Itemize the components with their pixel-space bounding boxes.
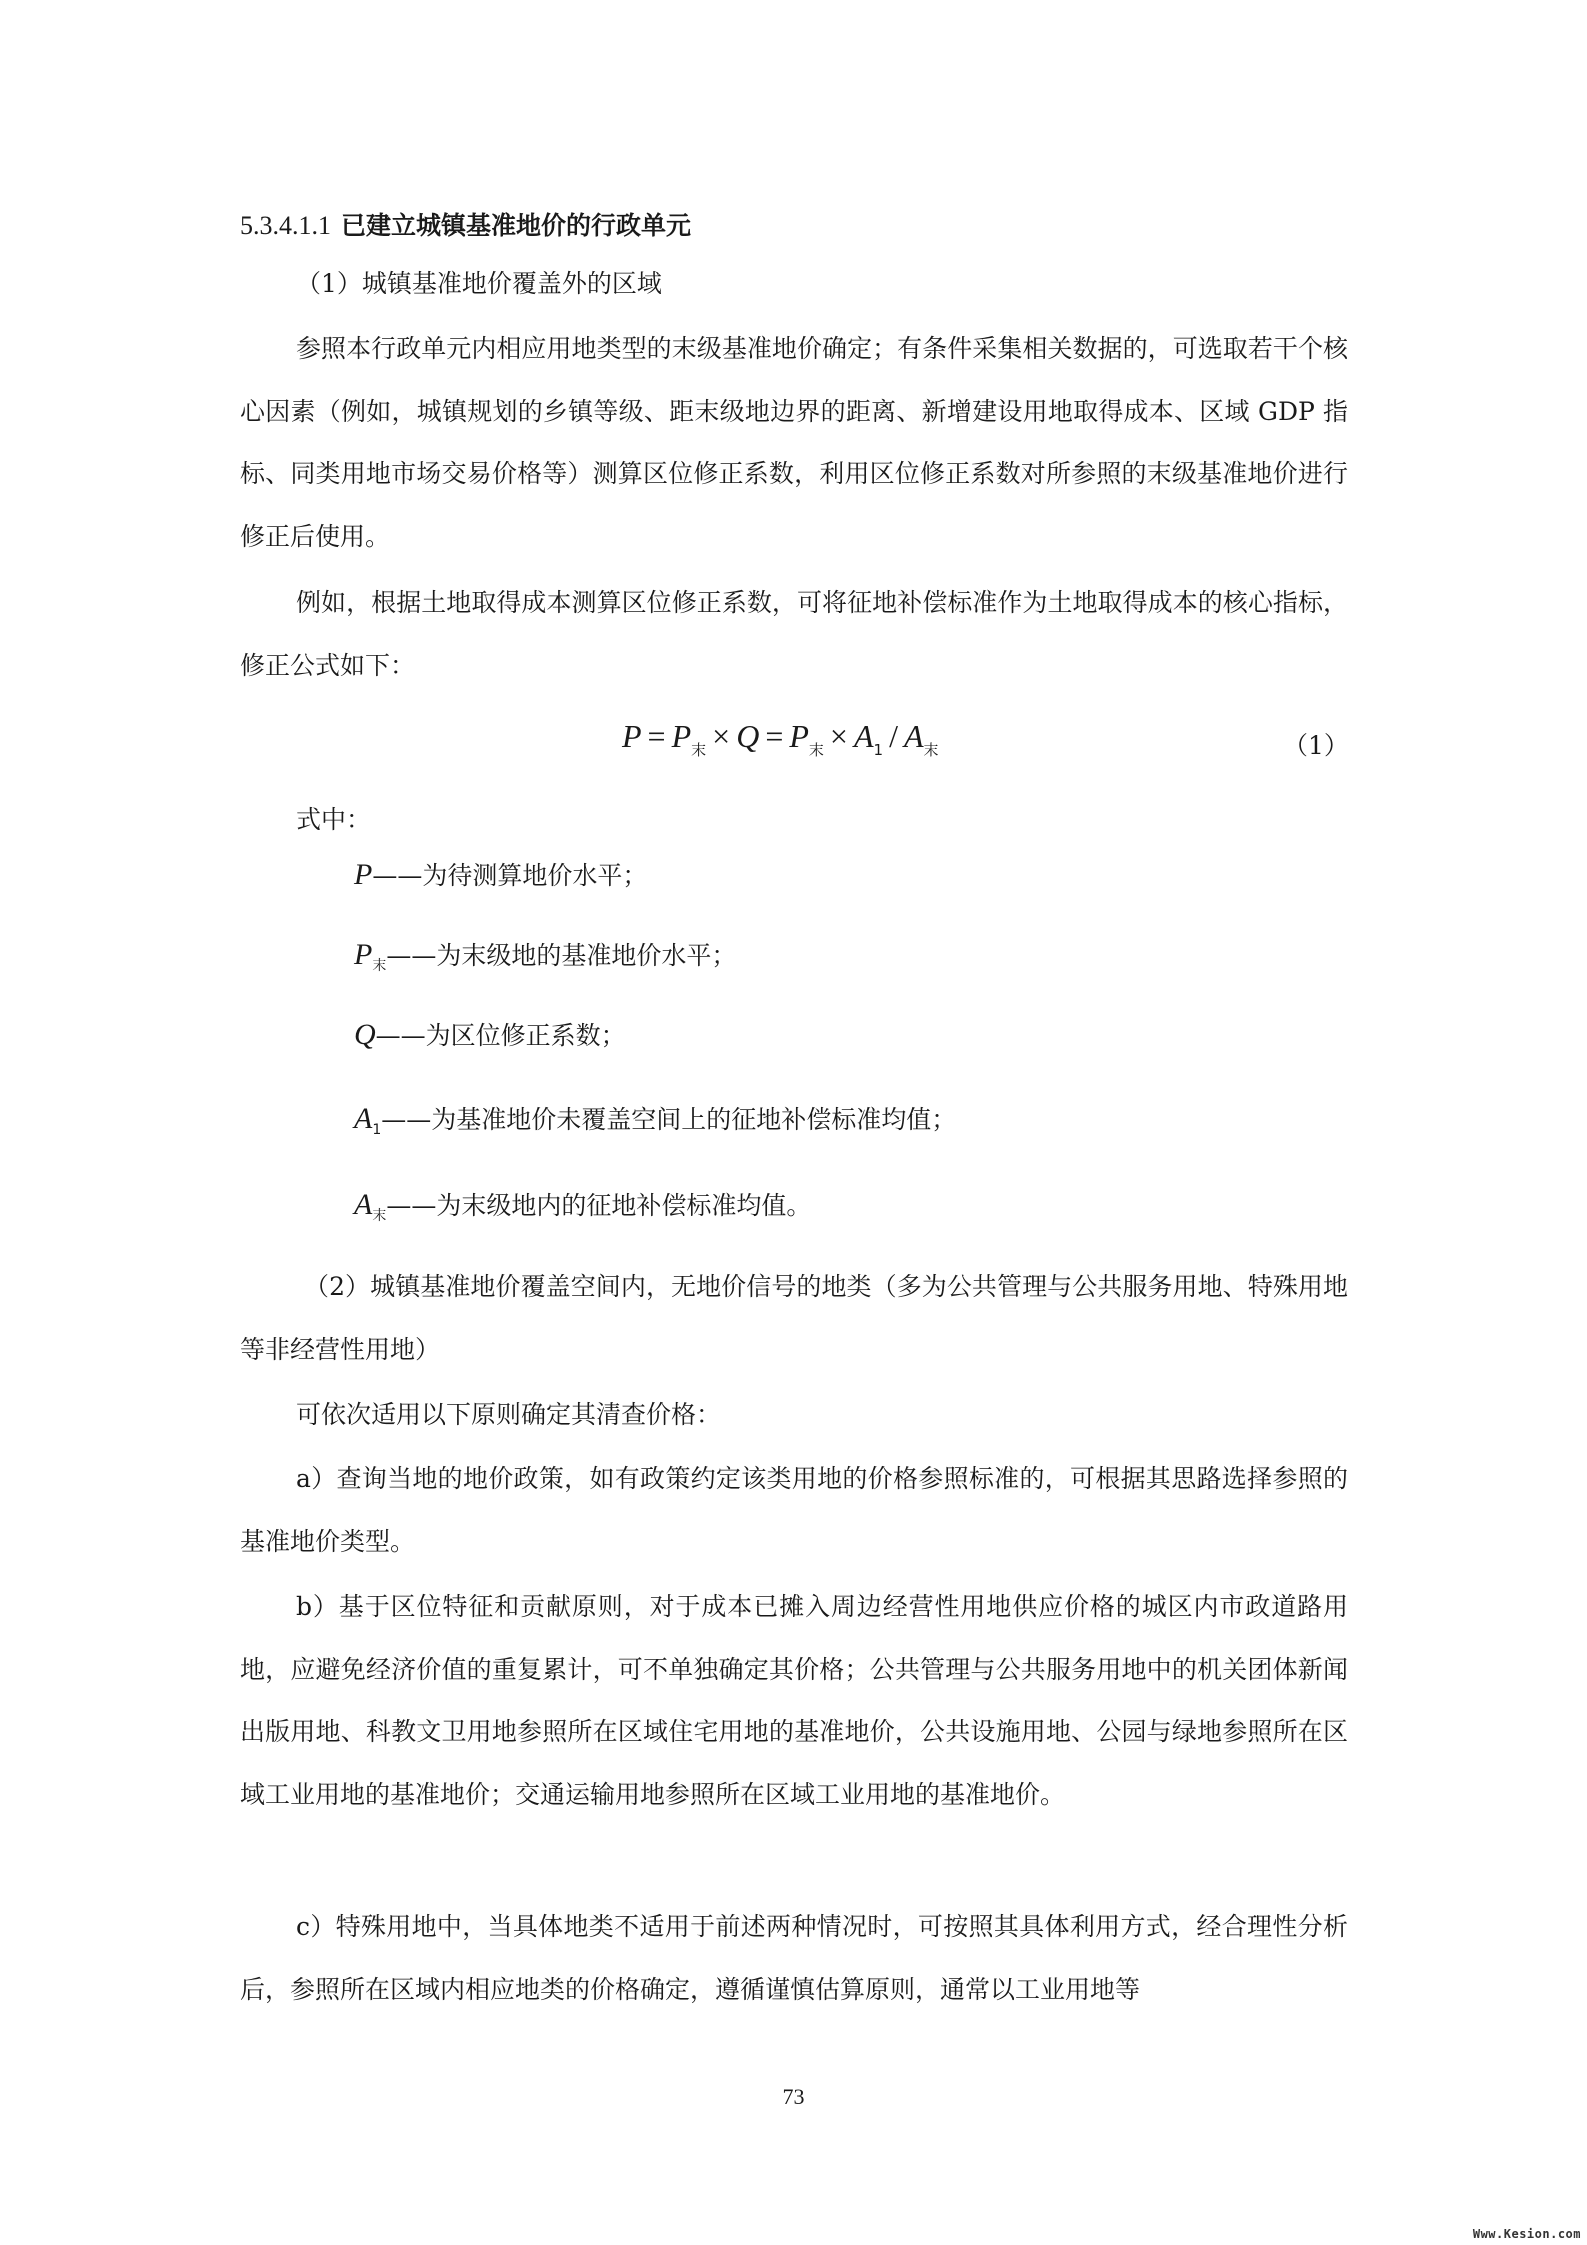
definition-p — [354, 856, 647, 894]
definition-symbol: P — [354, 858, 373, 891]
where-label: 式中： — [296, 805, 372, 834]
paragraph-a: a）查询当地的地价政策，如有政策约定该类用地的价格参照标准的，可根据其思路选择参照的基准地价类型。 — [240, 1464, 1348, 1556]
definition-text: ——为基准地价未覆盖空间上的征地补偿标准均值； — [381, 1105, 957, 1134]
definition-q — [354, 1016, 626, 1054]
paragraph-3: 可依次适用以下原则确定其清查价格： — [296, 1400, 722, 1429]
section-title: 已建立城镇基准地价的行政单元 — [341, 211, 692, 240]
section-number: 5.3.4.1.1 — [240, 211, 331, 240]
formula-a-mo: A — [903, 718, 924, 754]
formula-p-mo: P — [671, 718, 692, 754]
definition-text: ——为待测算地价水平； — [372, 861, 648, 890]
definition-symbol: $A_末$ — [354, 1188, 387, 1224]
definition-symbol: Q — [354, 1018, 376, 1051]
subsection-1-title: （1）城镇基准地价覆盖外的区域 — [296, 269, 662, 298]
definition-symbol: $A_1$ — [354, 1102, 382, 1138]
definition-text: ——为末级地内的征地补偿标准均值。 — [386, 1191, 812, 1220]
watermark: Www.Kesion.com — [1472, 2227, 1581, 2241]
section-heading — [240, 206, 691, 242]
definition-text: ——为区位修正系数； — [375, 1021, 626, 1050]
paragraph-1: 参照本行政单元内相应用地类型的末级基准地价确定；有条件采集相关数据的，可选取若干个核心因素（例如，城镇规划的乡镇等级、距末级地边界的距离、新增建设用地取得成本、区域 GDP 指标、同类用地市场交易价格等）测算区位修正系数，利用区位修正系数对所参照的末级基准地价进行修正后使用。 — [240, 334, 1348, 551]
definition-symbol: $P_末$ — [354, 938, 387, 974]
equation-number: （1） — [1283, 731, 1349, 760]
paragraph-c: c）特殊用地中，当具体地类不适用于前述两种情况时，可按照其具体利用方式，经合理性分析后，参照所在区域内相应地类的价格确定，遵循谨慎估算原则，通常以工业用地等 — [240, 1912, 1348, 2004]
paragraph-b: b）基于区位特征和贡献原则，对于成本已摊入周边经营性用地供应价格的城区内市政道路用地，应避免经济价值的重复累计，可不单独确定其价格；公共管理与公共服务用地中的机关团体新闻出版用地、科教文卫用地参照所在区域住宅用地的基准地价，公共设施用地、公园与绿地参照所在区域工业用地的基准地价；交通运输用地参照所在区域工业用地的基准地价。 — [240, 1592, 1348, 1809]
formula-p: P — [622, 718, 642, 754]
paragraph-2: 例如，根据土地取得成本测算区位修正系数，可将征地补偿标准作为土地取得成本的核心指标，修正公式如下： — [240, 588, 1348, 680]
page-number: 73 — [782, 2084, 805, 2109]
definition-text: ——为末级地的基准地价水平； — [386, 941, 737, 970]
definition-a-mo — [354, 1186, 811, 1225]
formula-q: Q — [736, 718, 760, 754]
correction-formula: $P = P_末 \times Q = P_末 \times A_1 / A_末$ — [622, 718, 939, 759]
formula-a1: A — [853, 718, 874, 754]
definition-a1 — [354, 1100, 956, 1138]
definition-p-mo — [354, 936, 736, 975]
subsection-2-title: （2）城镇基准地价覆盖空间内，无地价信号的地类（多为公共管理与公共服务用地、特殊用地等非经营性用地） — [240, 1272, 1348, 1364]
